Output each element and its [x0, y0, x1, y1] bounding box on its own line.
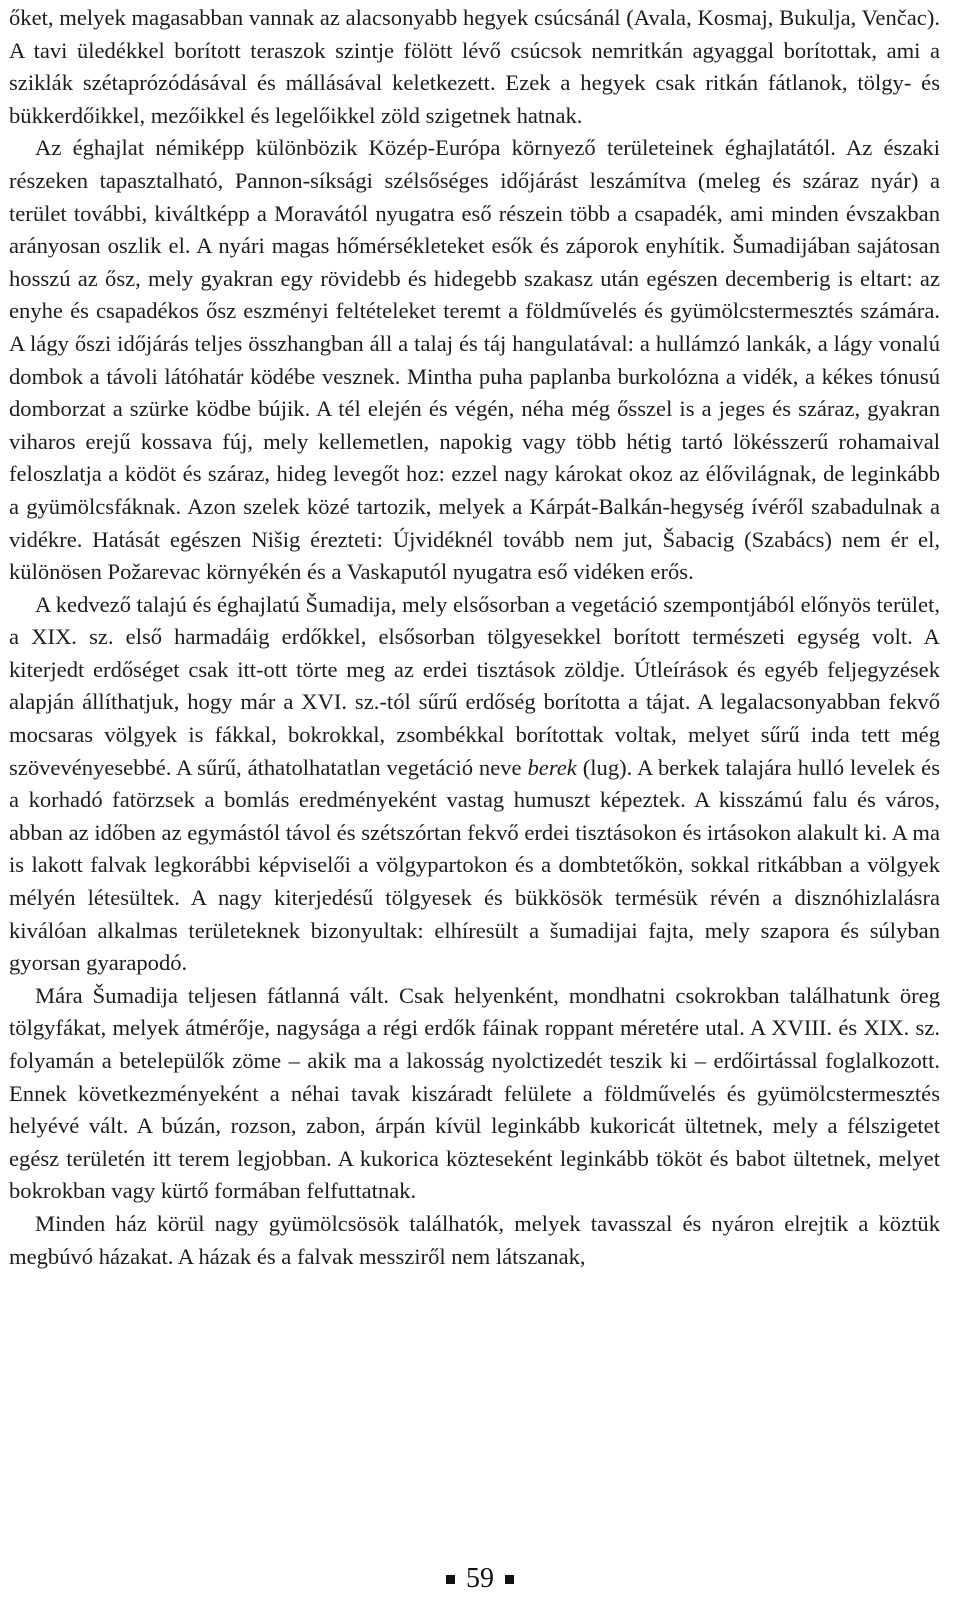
square-bullet-icon	[505, 1575, 514, 1584]
paragraph-1: őket, melyek magasabban vannak az alacsonyabb hegyek csúcsánál (Avala, Kosmaj, Bukulja, Venčac). A tavi üledékkel borított teraszok szintje fölött lévő csúcsok nemritkán agyaggal borítottak, ami a sziklák szétaprózódásával és mállásával keletkezett. Ezek a hegyek csak ritkán fátlanok, tölgy- és bükkerdőikkel, mezőikkel és legelőikkel zöld szigetnek hatnak.	[9, 5, 940, 128]
paragraph-5: Minden ház körül nagy gyümölcsösök találhatók, melyek tavasszal és nyáron elrejtik a köztük megbúvó házakat. A házak és a falvak messziről nem látszanak,	[9, 1210, 940, 1269]
paragraph-2: Az éghajlat némiképp különbözik Közép-Európa környező területeinek éghajlatától. Az északi részeken tapasztalható, Pannon-síksági szélsőséges időjárást leszámítva (meleg és száraz nyár) a terület további, kiváltképp a Moravától nyugatra eső részein több a csapadék, ami minden évszakban arányosan oszlik el. A nyári magas hőmérsékleteket esők és záporok enyhítik. Šumadijában sajátosan hosszú az ősz, mely gyakran egy rövidebb és hidegebb szakasz után egészen decemberig is eltart: az enyhe és csapadékos ősz eszményi feltételeket teremt a földművelés és gyümölcstermesztés számára. A lágy őszi időjárás teljes összhangban áll a talaj és táj hangulatával: a hullámzó lankák, a lágy vonalú dombok a távoli látóhatár ködébe vesznek. Mintha puha paplanba burkolózna a vidék, a kékes tónusú domborzat a szürke ködbe bújik. A tél elején és végén, néha még ősszel is a jeges és száraz, gyakran viharos erejű kossava fúj, mely kellemetlen, napokig vagy több hétig tartó lökésszerű rohamaival feloszlatja a ködöt és száraz, hideg levegőt hoz: ezzel nagy károkat okoz az élővilágnak, de leginkább a gyümölcsfáknak. Azon szelek közé tartozik, melyek a Kárpát-Balkán-hegység ívéről szabadulnak a vidékre. Hatását egészen Nišig érezteti: Újvidéknél tovább nem jut, Šabacig (Szabács) nem ér el, különösen Požarevac környékén és a Vaskaputól nyugatra eső vidéken erős.	[9, 135, 940, 585]
page-number: 59	[466, 1563, 494, 1594]
paragraph-3-part-2: (lug). A berkek talajára hulló levelek és a korhadó fatörzsek a bomlás eredményeként vastag humuszt képeztek. A kisszámú falu és város, abban az időben az egymástól távol és szétszórtan fekvő erdei tisztásokon és irtásokon alakult ki. A ma is lakott falvak legkorábbi képviselői a völgypartokon és a dombtetőkön, sokkal ritkábban a völgyek mélyén létesültek. A nagy kiterjedésű tölgyesek és bükkösök termésük révén a disznóhizlalásra kiválóan alkalmas területeknek bizonyultak: elhíresült a šumadijai fajta, mely szapora és súlyban gyorsan gyarapodó.	[9, 754, 941, 976]
body-text	[9, 2, 940, 1273]
paragraph-4: Mára Šumadija teljesen fátlanná vált. Csak helyenként, mondhatni csokrokban találhatunk öreg tölgyfákat, melyek átmérője, nagysága a régi erdők fáinak roppant méretére utal. A XVIII. és XIX. sz. folyamán a betelepülők zöme – akik ma a lakosság nyolctizedét teszik ki – erdőirtással foglalkozott. Ennek következményeként a néhai tavak kiszáradt felülete a földművelés és gyümölcstermesztés helyévé vált. A búzán, rozson, zabon, árpán kívül leginkább kukoricát ültetnek, mely a félszigetet egész területén itt terem legjobban. A kukorica közteseként leginkább tököt és babot ültetnek, melyet bokrokban vagy kürtő formában felfuttatnak.	[9, 982, 940, 1204]
square-bullet-icon	[446, 1575, 455, 1584]
italic-term-berek: berek	[527, 754, 577, 780]
paragraph-3	[9, 589, 940, 980]
paragraph-3-part-1: A kedvező talajú és éghajlatú Šumadija, mely elsősorban a vegetáció szempontjából előnyös terület, a XIX. sz. első harmadáig erdőkkel, elsősorban tölgyesekkel borított természeti egység volt. A kiterjedt erdőséget csak itt-ott törte meg az erdei tisztások zöldje. Útleírások és egyéb feljegyzések alapján állíthatjuk, hogy már a XVI. sz.-tól sűrű erdőség borította a tájat. A legalacsonyabban fekvő mocsaras völgyek is fákkal, bokrokkal, zsombékkal borítottak voltak, melyet sűrű inda tett még szövevényesebbé. A sűrű, áthatolhatatlan vegetáció neve	[9, 591, 940, 780]
page-footer	[0, 1562, 960, 1596]
